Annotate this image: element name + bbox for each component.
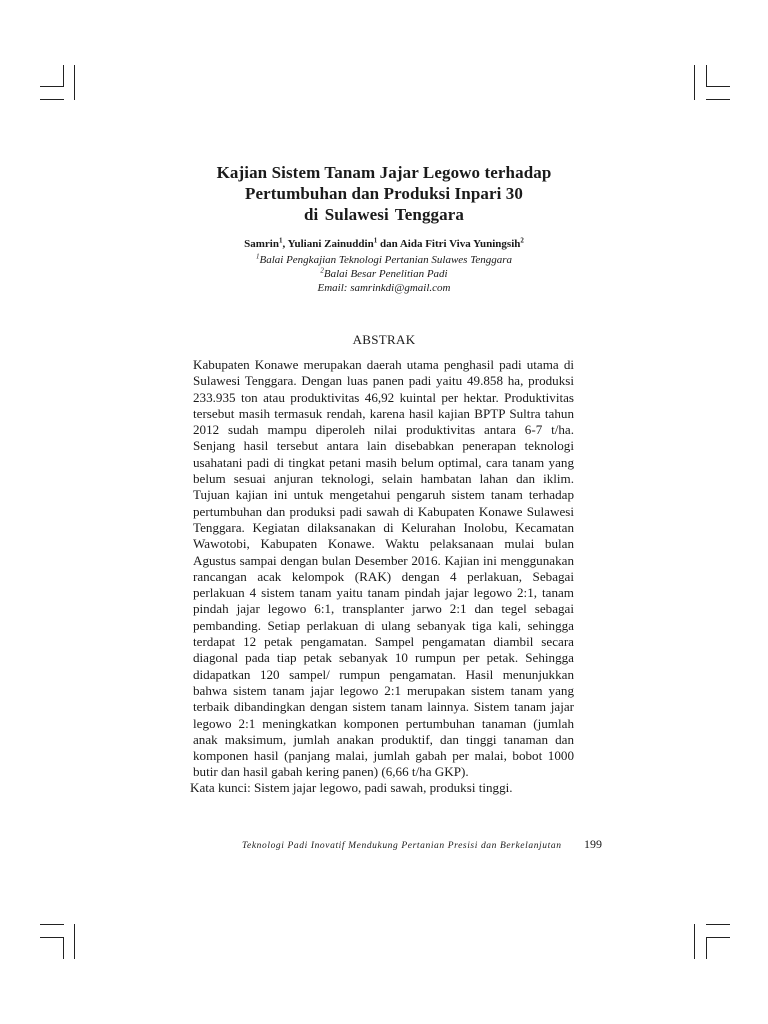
- author-separator: ,: [282, 238, 288, 250]
- author-separator: dan: [377, 238, 400, 250]
- author-superscript: 1: [373, 236, 378, 245]
- title-line: di Sulawesi Tenggara: [304, 205, 464, 224]
- author-name: Aida Fitri Viva Yuningsih: [399, 238, 521, 250]
- paper-title: [120, 162, 648, 225]
- keywords: Kata kunci: Sistem jajar legowo, padi sawah, produksi tinggi.: [190, 780, 513, 795]
- affiliation-text: Balai Besar Penelitian Padi: [323, 268, 448, 280]
- affiliation-1: [120, 253, 648, 267]
- author-list: [120, 237, 648, 251]
- author-superscript: 1: [278, 236, 283, 245]
- affiliation-superscript: 2: [320, 266, 324, 275]
- page-number: 199: [584, 837, 602, 851]
- affiliation-text: Balai Pengkajian Teknologi Pertanian Sulawes Tenggara: [259, 254, 512, 266]
- abstract-heading: ABSTRAK: [352, 332, 416, 347]
- author-email: Email: samrinkdi@gmail.com: [317, 282, 451, 294]
- title-line: Pertumbuhan dan Produksi Inpari 30: [245, 184, 523, 203]
- title-line: Kajian Sistem Tanam Jajar Legowo terhadap: [216, 163, 552, 182]
- abstract-body: Kabupaten Konawe merupakan daerah utama penghasil padi utama di Sulawesi Tenggara. Dengan luas panen padi yaitu 49.858 ha, produksi 233.935 ton atau produktivitas 46,92 kuintal per hektar. Produktivitas tersebut masih termasuk rendah, karena hasil kajian BPTP Sultra tahun 2012 sudah mampu diperoleh nilai produktivitas antara 6-7 t/ha. Senjang hasil tersebut antara lain disebabkan penerapan teknologi usahatani padi di tingkat petani masih belum optimal, cara tanam yang belum sesuai anjuran teknologi, selain hambatan lahan dan iklim. Tujuan kajian ini untuk mengetahui pengaruh sistem tanam terhadap pertumbuhan dan produksi padi sawah di Kabupaten Konawe Sulawesi Tenggara. Kegiatan dilaksanakan di Kelurahan Inolobu, Kecamatan Wawotobi, Kabupaten Konawe. Waktu pelaksanaan mulai bulan Agustus sampai dengan bulan Desember 2016. Kajian ini menggunakan rancangan acak kelompok (RAK) dengan 4 perlakuan, Sebagai perlakuan 4 sistem tanam yaitu tanam pindah jajar legowo 2:1, tanam pindah jajar legowo 6:1, transplanter jarwo 2:1 dan tegel sebagai pembanding. Setiap perlakuan di ulang sebanyak tiga kali, sehingga terdapat 12 petak pengamatan. Sampel pengamatan diambil secara diagonal pada tiap petak sebanyak 10 rumpun per petak. Sehingga didapatkan 120 sampel/ rumpun pengamatan. Hasil menunjukkan bahwa sistem tanam jajar legowo 2:1 merupakan sistem tanam yang terbaik dibandingkan dengan sistem tanam lainnya. Sistem tanam jajar legowo 2:1 meningkatkan komponen pertumbuhan tanaman (jumlah anak maksimum, jumlah anakan produktif, dan tinggi tanaman dan komponen hasil (panjang malai, jumlah gabah per malai, bobot 1000 butir dan hasil gabah kering panen) (6,66 t/ha GKP).: [193, 357, 574, 780]
- author-superscript: 2: [520, 236, 524, 245]
- affiliation-2: [120, 267, 648, 281]
- footer-running-title: Teknologi Padi Inovatif Mendukung Pertanian Presisi dan Berkelanjutan: [242, 841, 562, 851]
- affiliation-superscript: 1: [256, 252, 260, 261]
- author-name: Samrin: [244, 238, 279, 250]
- author-name: Yuliani Zainuddin: [287, 238, 374, 250]
